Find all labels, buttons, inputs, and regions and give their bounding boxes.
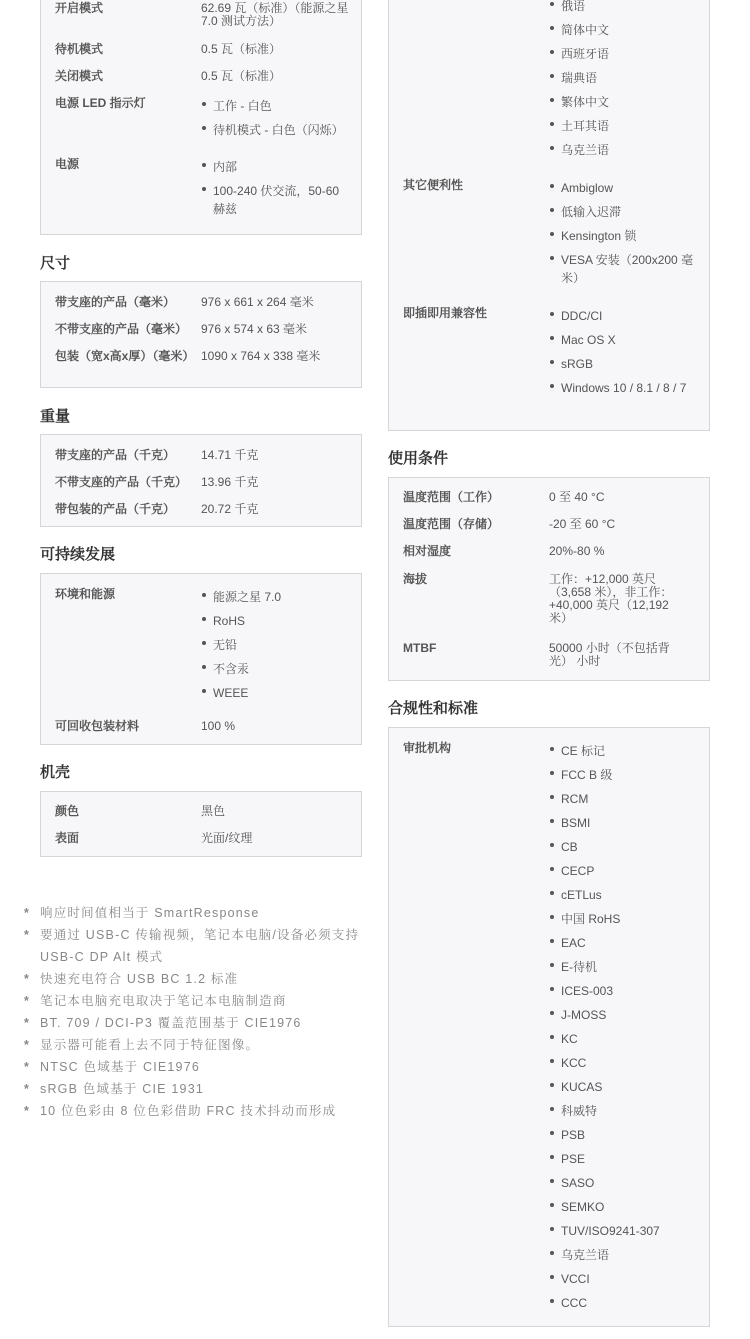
list-item: PSE [549,1147,697,1171]
weight-spec-box [40,434,362,527]
section-title-sustainability: 可持续发展 [40,546,116,563]
list-item: 工作 - 白色 [201,94,349,118]
spec-row-weight-without-stand [55,476,349,489]
footnote-text: 10 位色彩由 8 位色彩借助 FRC 技术抖动而形成 [40,1104,337,1118]
spec-label: 可回收包装材料 [55,719,140,733]
list-item: SEMKO [549,1195,697,1219]
spec-row-standby-mode [55,43,349,56]
list-item: CB [549,835,697,859]
footnote [24,1056,384,1078]
spec-label: MTBF [403,641,437,655]
spec-label: 温度范围（存储） [403,517,500,531]
spec-label: 不带支座的产品（千克） [55,475,188,489]
list-item: 瑞典语 [549,66,697,90]
spec-row-finish [55,832,349,845]
spec-value-list [549,739,697,1315]
list-item: J-MOSS [549,1003,697,1027]
spec-label: 即插即用兼容性 [403,306,488,320]
footnote-text: 响应时间值相当于 SmartResponse [40,906,260,920]
spec-row-temp-operating [403,491,697,504]
spec-value: 工作：+12,000 英尺（3,658 米），非工作：+40,000 英尺（12,192 米） [549,572,673,625]
list-item: E-待机 [549,955,697,979]
spec-value: 0.5 瓦（标准） [201,42,282,56]
list-item: Ambiglow [549,176,697,200]
list-item: 繁体中文 [549,90,697,114]
spec-label: 电源 [55,157,80,171]
list-item: RoHS [201,609,349,633]
spec-value: 14.71 千克 [201,448,259,462]
list-item: BSMI [549,811,697,835]
list-item: VCCI [549,1267,697,1291]
spec-row-weight-with-stand [55,449,349,462]
spec-row-humidity [403,545,697,558]
spec-label: 相对湿度 [403,544,452,558]
footnote [24,1012,384,1034]
language-list-tail [549,0,697,162]
spec-value: 黑色 [201,804,226,818]
spec-value: 20.72 千克 [201,502,259,516]
section-title-weight: 重量 [40,408,71,425]
spec-value-list [201,94,349,142]
spec-row-off-mode [55,70,349,83]
asterisk-icon: * [24,928,31,942]
sustainability-spec-box [40,573,362,745]
list-item: DDC/CI [549,304,697,328]
spec-value-list [549,176,697,287]
list-item: CE 标记 [549,739,697,763]
footnote-text: 要通过 USB-C 传输视频，笔记本电脑/设备必须支持 USB-C DP Alt 模式 [40,928,360,964]
spec-label: 带包装的产品（千克） [55,502,176,516]
spec-value: 1090 x 764 x 338 毫米 [201,349,321,363]
spec-row-plug-and-play [403,307,697,397]
list-item: KCC [549,1051,697,1075]
spec-value: 100 % [201,719,236,733]
footnote [24,1078,384,1100]
spec-value: 62.69 瓦（标准）（能源之星 7.0 测试方法） [201,1,349,28]
spec-label: 带支座的产品（毫米） [55,295,176,309]
asterisk-icon: * [24,906,31,920]
spec-label: 海拔 [403,572,428,586]
spec-value: -20 至 60 °C [549,517,616,531]
spec-label: 环境和能源 [55,587,116,601]
list-item: 内部 [201,155,349,179]
spec-value: 光面/纹理 [201,831,253,845]
list-item: 100-240 伏交流，50-60 赫兹 [201,179,349,218]
spec-value: 0 至 40 °C [549,490,605,504]
spec-label: 温度范围（工作） [403,490,500,504]
list-item: CECP [549,859,697,883]
list-item: KC [549,1027,697,1051]
spec-row-package [55,350,349,363]
asterisk-icon: * [24,972,31,986]
list-item: 待机模式 - 白色（闪烁） [201,118,349,142]
list-item: Mac OS X [549,328,697,352]
spec-row-approval-agencies [403,742,697,1315]
spec-value: 20%-80 % [549,544,605,558]
list-item: 乌克兰语 [549,138,697,162]
spec-value: 50000 小时（不包括背光） 小时 [549,641,670,668]
footnote [24,924,384,968]
list-item: 无铅 [201,633,349,657]
list-item: EAC [549,931,697,955]
spec-value-list [201,155,349,218]
asterisk-icon: * [24,1038,31,1052]
footnote-text: 显示器可能看上去不同于特征图像。 [40,1038,260,1052]
list-item: KUCAS [549,1075,697,1099]
spec-label: 待机模式 [55,42,104,56]
footnote-text: NTSC 色域基于 CIE1976 [40,1060,201,1074]
section-title-conditions: 使用条件 [388,450,449,467]
spec-label: 关闭模式 [55,69,104,83]
section-title-cabinet: 机壳 [40,764,71,781]
compliance-spec-box [388,727,710,1327]
asterisk-icon: * [24,994,31,1008]
asterisk-icon: * [24,1104,31,1118]
asterisk-icon: * [24,1016,31,1030]
footnotes [24,902,384,1122]
footnote [24,1034,384,1056]
footnote [24,968,384,990]
cabinet-spec-box [40,791,362,857]
list-item: VESA 安装（200x200 毫米） [549,248,697,287]
spec-row-weight-with-package [55,503,349,516]
list-item: 低输入迟滞 [549,200,697,224]
conditions-spec-box [388,477,710,681]
spec-row-recyclable [55,720,349,733]
footnote-text: sRGB 色域基于 CIE 1931 [40,1082,205,1096]
asterisk-icon: * [24,1060,31,1074]
list-item: 乌克兰语 [549,1243,697,1267]
spec-row-temp-storage [403,518,697,531]
spec-row-mtbf [403,642,697,668]
list-item: CCC [549,1291,697,1315]
list-item: 科威特 [549,1099,697,1123]
convenience-spec-box [388,0,710,431]
spec-value: 0.5 瓦（标准） [201,69,282,83]
list-item: TUV/ISO9241-307 [549,1219,697,1243]
list-item: 简体中文 [549,18,697,42]
list-item: RCM [549,787,697,811]
spec-row-other-convenience [403,179,697,287]
footnote-text: 笔记本电脑充电取决于笔记本电脑制造商 [40,994,287,1008]
list-item: FCC B 级 [549,763,697,787]
spec-row-altitude [403,573,697,625]
list-item: PSB [549,1123,697,1147]
list-item: cETLus [549,883,697,907]
list-item: ICES-003 [549,979,697,1003]
asterisk-icon: * [24,1082,31,1096]
section-title-dimensions: 尺寸 [40,255,71,272]
spec-row-power-led [55,97,349,142]
spec-label: 开启模式 [55,1,104,15]
list-item: WEEE [201,681,349,705]
spec-value-list [201,585,349,705]
list-item: 西班牙语 [549,42,697,66]
spec-label: 不带支座的产品（毫米） [55,322,188,336]
spec-row-without-stand [55,323,349,336]
spec-row-environment [55,588,349,705]
dimensions-spec-box [40,281,362,388]
spec-value: 976 x 574 x 63 毫米 [201,322,308,336]
spec-value: 13.96 千克 [201,475,259,489]
power-spec-box [40,0,362,235]
spec-label: 电源 LED 指示灯 [55,96,146,110]
spec-label: 带支座的产品（千克） [55,448,176,462]
spec-value-list [549,304,697,397]
spec-label: 包装（宽x高x厚）（毫米） [55,349,195,363]
spec-row-on-mode [55,2,349,28]
list-item: Windows 10 / 8.1 / 8 / 7 [549,376,697,397]
list-item: sRGB [549,352,697,376]
spec-label: 颜色 [55,804,80,818]
spec-row-color [55,805,349,818]
list-item: 俄语 [549,0,697,18]
spec-label: 审批机构 [403,741,452,755]
spec-label: 表面 [55,831,80,845]
spec-label: 其它便利性 [403,178,464,192]
footnote [24,1100,384,1122]
footnote-text: 快速充电符合 USB BC 1.2 标准 [40,972,239,986]
list-item: 不含汞 [201,657,349,681]
footnote [24,902,384,924]
footnote-text: BT. 709 / DCI-P3 覆盖范围基于 CIE1976 [40,1016,302,1030]
spec-row-power-supply [55,158,349,218]
spec-value: 976 x 661 x 264 毫米 [201,295,314,309]
section-title-compliance: 合规性和标准 [388,700,479,717]
list-item: Kensington 锁 [549,224,697,248]
list-item: 能源之星 7.0 [201,585,349,609]
spec-row-with-stand [55,296,349,309]
footnote [24,990,384,1012]
list-item: 中国 RoHS [549,907,697,931]
list-item: SASO [549,1171,697,1195]
list-item: 土耳其语 [549,114,697,138]
